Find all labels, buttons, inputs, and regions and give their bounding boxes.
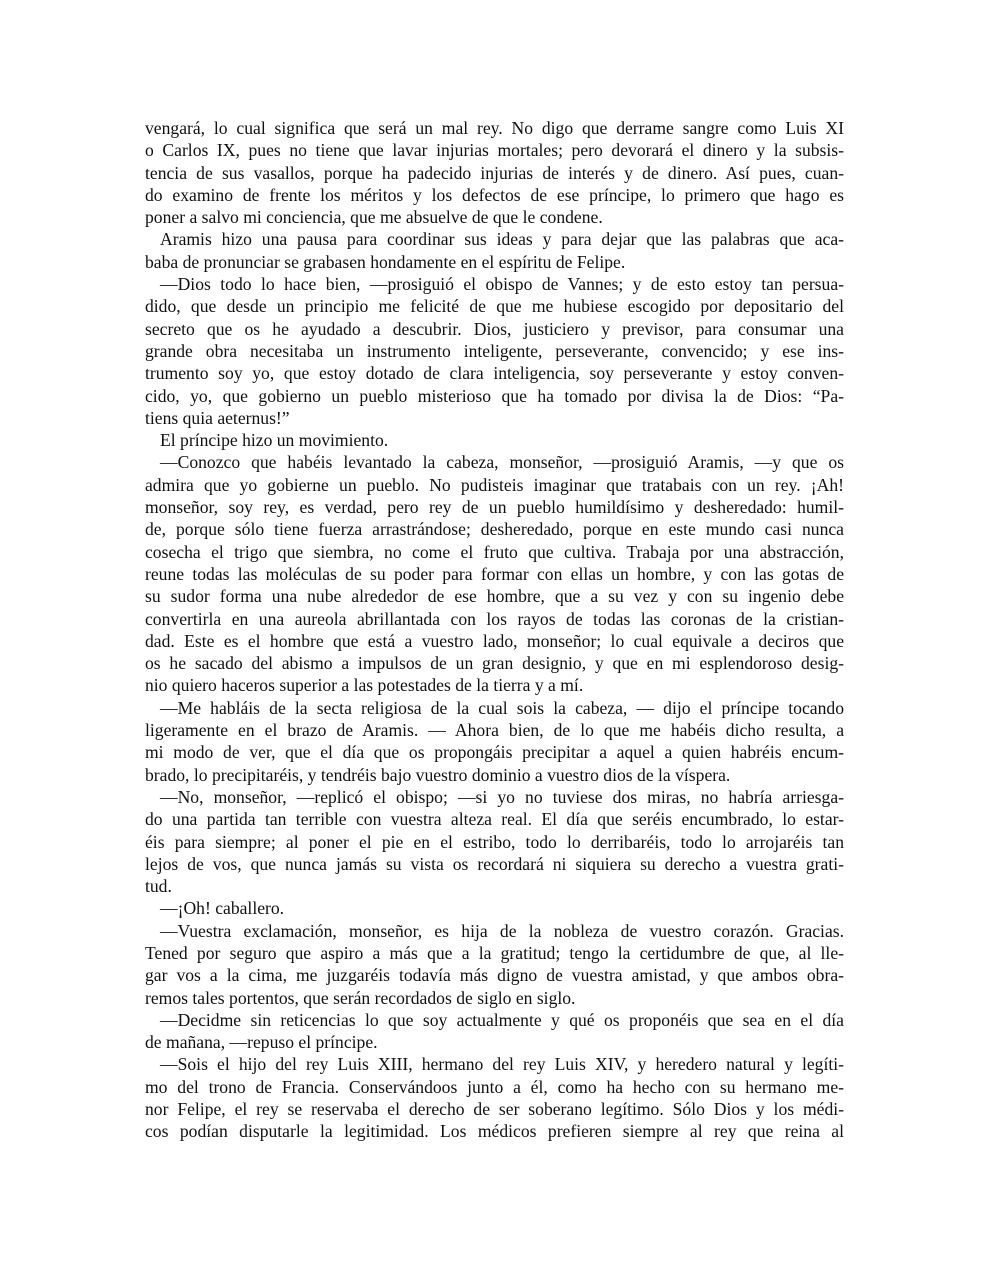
text-line: monseñor, soy rey, es verdad, pero rey de un pueblo humildísimo y desheredado: humil- <box>145 497 844 518</box>
text-line: de mañana, —repuso el príncipe. <box>145 1032 378 1053</box>
text-line: gar vos a la cima, me juzgaréis todavía más digno de vuestra amistad, y que ambos obra- <box>145 965 844 986</box>
paragraph <box>145 117 844 228</box>
text-line: reune todas las moléculas de su poder para formar con ellas un hombre, y con las gotas de <box>145 563 844 584</box>
paragraph <box>145 451 844 696</box>
text-line: dido, que desde un principio me felicité de que me hubiese escogido por depositario del <box>145 296 844 317</box>
paragraph <box>145 897 844 919</box>
text-line: o Carlos IX, pues no tiene que lavar injurias mortales; pero devorará el dinero y la subsis- <box>145 140 844 161</box>
text-line: —Conozco que habéis levantado la cabeza, monseñor, —prosiguió Aramis, —y que os <box>160 452 844 473</box>
text-line: —Me habláis de la secta religiosa de la cual sois la cabeza, — dijo el príncipe tocando <box>160 697 844 718</box>
paragraph <box>145 697 844 786</box>
text-line: tencia de sus vasallos, porque ha padecido injurias de interés y de dinero. Así pues, cuan- <box>145 162 844 183</box>
text-line: —No, monseñor, —replicó el obispo; —si yo no tuviese dos miras, no habría arriesga- <box>160 786 844 807</box>
paragraph <box>145 273 844 429</box>
text-line: baba de pronunciar se grabasen hondamente en el espíritu de Felipe. <box>145 251 626 272</box>
text-line: —¡Oh! caballero. <box>160 898 285 919</box>
text-line: lejos de vos, que nunca jamás su vista os recordará ni siquiera su derecho a vuestra grati- <box>145 853 844 874</box>
paragraph <box>145 786 844 897</box>
text-line: —Sois el hijo del rey Luis XIII, hermano del rey Luis XIV, y heredero natural y legíti- <box>160 1054 844 1075</box>
paragraph <box>145 429 844 451</box>
text-line: convertirla en una aureola abrillantada con los rayos de todas las coronas de la cristian- <box>145 608 844 629</box>
text-line: os he sacado del abismo a impulsos de un gran designio, y que en mi esplendoroso desig- <box>145 653 844 674</box>
text-line: —Dios todo lo hace bien, —prosiguió el obispo de Vannes; y de esto estoy tan persua- <box>160 274 844 295</box>
text-line: éis para siempre; al poner el pie en el estribo, todo lo derribaréis, todo lo arrojaréis tan <box>145 831 844 852</box>
text-line: cos podían disputarle la legitimidad. Los médicos prefieren siempre al rey que reina al <box>145 1121 844 1142</box>
text-line: Aramis hizo una pausa para coordinar sus ideas y para dejar que las palabras que aca- <box>160 229 844 250</box>
text-line: El príncipe hizo un movimiento. <box>160 430 389 451</box>
text-line: dad. Este es el hombre que está a vuestro lado, monseñor; lo cual equivale a deciros que <box>145 630 844 651</box>
text-line: Tened por seguro que aspiro a más que a la gratitud; tengo la certidumbre de que, al lle- <box>145 942 844 963</box>
text-line: cosecha el trigo que siembra, no come el fruto que cultiva. Trabaja por una abstracción, <box>145 541 844 562</box>
text-line: mi modo de ver, que el día que os propongáis precipitar a aquel a quien habréis encum- <box>145 742 844 763</box>
text-line: poner a salvo mi conciencia, que me absuelve de que le condene. <box>145 207 603 228</box>
text-line: secreto que os he ayudado a descubrir. Dios, justiciero y previsor, para consumar una <box>145 318 844 339</box>
paragraph <box>145 1009 844 1054</box>
text-line: admira que yo gobierne un pueblo. No pudisteis imaginar que tratabais con un rey. ¡Ah! <box>145 474 844 495</box>
text-line: —Decidme sin reticencias lo que soy actualmente y qué os proponéis que sea en el día <box>160 1009 844 1030</box>
text-line: de, porque sólo tiene fuerza arrastrándose; desheredado, porque en este mundo casi nunca <box>145 519 844 540</box>
text-line: vengará, lo cual significa que será un mal rey. No digo que derrame sangre como Luis XI <box>145 118 844 138</box>
text-line: nio quiero haceros superior a las potestades de la tierra y a mí. <box>145 675 584 696</box>
text-line: mo del trono de Francia. Conservándoos junto a él, como ha hecho con su hermano me- <box>145 1076 844 1097</box>
text-line: grande obra necesitaba un instrumento inteligente, perseverante, convencido; y ese ins- <box>145 340 844 361</box>
text-line: brado, lo precipitaréis, y tendréis bajo vuestro dominio a vuestro dios de la víspera. <box>145 764 731 785</box>
paragraph <box>145 920 844 1009</box>
text-line: remos tales portentos, que serán recordados de siglo en siglo. <box>145 987 576 1008</box>
text-line: nor Felipe, el rey se reservaba el derecho de ser soberano legítimo. Sólo Dios y los médi- <box>145 1099 844 1120</box>
text-line: tud. <box>145 876 172 897</box>
text-line: su sudor forma una nube alrededor de ese hombre, que a su vez y con su ingenio debe <box>145 586 844 607</box>
paragraph <box>145 228 844 273</box>
text-line: ligeramente en el brazo de Aramis. — Ahora bien, de lo que me habéis dicho resulta, a <box>145 720 844 741</box>
paragraph <box>145 1053 844 1142</box>
text-line: trumento soy yo, que estoy dotado de clara inteligencia, soy perseverante y estoy conven- <box>145 363 844 384</box>
text-line: tiens quia aeternus!” <box>145 407 290 428</box>
text-line: —Vuestra exclamación, monseñor, es hija de la nobleza de vuestro corazón. Gracias. <box>160 920 844 941</box>
text-line: do examino de frente los méritos y los defectos de ese príncipe, lo primero que hago es <box>145 184 844 205</box>
document-page <box>145 117 844 1143</box>
text-line: cido, yo, que gobierno un pueblo misterioso que ha tomado por divisa la de Dios: “Pa- <box>145 385 844 406</box>
text-line: do una partida tan terrible con vuestra alteza real. El día que seréis encumbrado, lo estar- <box>145 809 844 830</box>
